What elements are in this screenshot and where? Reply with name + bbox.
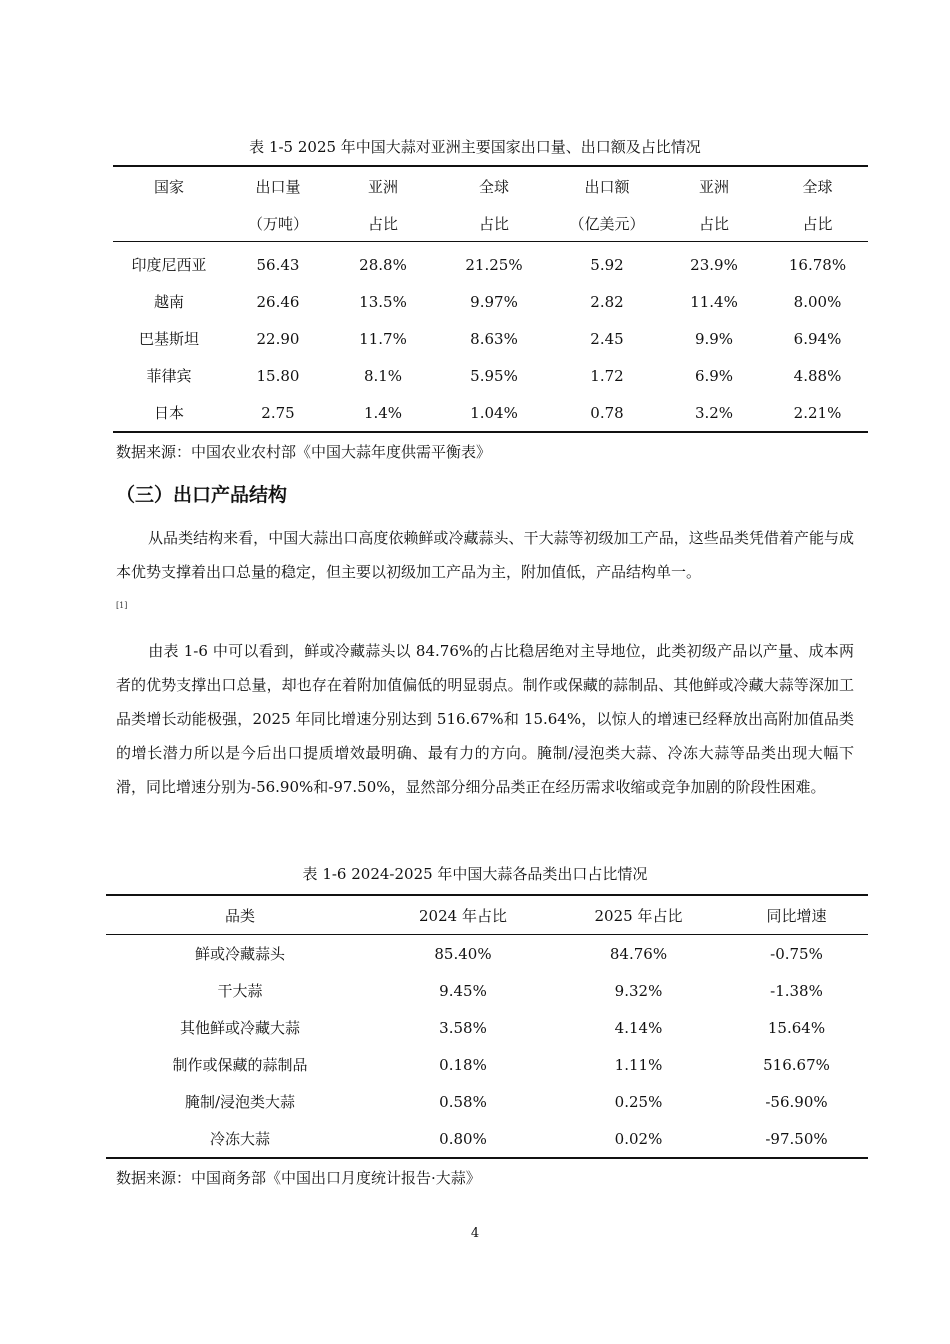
table-1-6-source: 数据来源：中国商务部《中国出口月度统计报告·大蒜》 — [116, 1169, 481, 1187]
table-row — [113, 357, 868, 394]
table-cell: 巴基斯坦 — [138, 330, 199, 348]
header-cell: 品类 — [106, 895, 374, 935]
header-cell — [113, 205, 225, 242]
table-cell: 1.04% — [470, 403, 518, 422]
table-cell: 8.1% — [363, 366, 403, 385]
table-row — [106, 1120, 868, 1158]
header-cell: 同比增速 — [725, 895, 868, 935]
table-cell: 21.25% — [465, 255, 523, 274]
page-number: 4 — [470, 1226, 480, 1241]
table-cell: 56.43 — [256, 255, 300, 274]
table-header-row — [113, 205, 868, 242]
table-cell: 0.80% — [439, 1129, 487, 1148]
table-cell: 4.14% — [614, 1018, 663, 1037]
table-row — [113, 242, 868, 284]
table-cell: 3.58% — [439, 1018, 487, 1037]
table-1-5-source: 数据来源：中国农业农村部《中国大蒜年度供需平衡表》 — [116, 443, 492, 461]
table-cell: -97.50% — [765, 1129, 828, 1148]
table-cell: 15.80 — [256, 366, 300, 385]
table-cell: 0.18% — [439, 1055, 487, 1074]
table-cell: 9.97% — [470, 292, 518, 311]
table-cell: 15.64% — [767, 1018, 826, 1037]
table-cell: 9.45% — [439, 981, 487, 1000]
table-cell: 22.90 — [256, 329, 300, 348]
table-cell: 日本 — [153, 404, 184, 422]
table-row — [106, 1009, 868, 1046]
table-1-5-caption: 表 1-5 2025 年中国大蒜对亚洲主要国家出口量、出口额及占比情况 — [249, 138, 701, 156]
table-header-row — [106, 895, 868, 935]
table-cell: 16.78% — [788, 255, 847, 274]
table-cell: 1.72 — [590, 366, 624, 385]
header-cell: 亚洲 — [698, 177, 729, 196]
table-cell: -0.75% — [770, 944, 823, 963]
table-cell: 6.94% — [793, 329, 842, 348]
table-cell: 0.25% — [614, 1092, 663, 1111]
paragraph-text: 从品类结构来看，中国大蒜出口高度依赖鲜或冷藏蒜头、干大蒜等初级加工产品，这些品类凭借着产能与成本优势支撑着出口总量的稳定，但主要以初级加工产品为主，附加值低，产品结构单一。 — [116, 529, 854, 581]
header-cell: 占比 — [331, 205, 435, 242]
table-cell: 2.45 — [590, 329, 624, 348]
table-cell: 2.75 — [261, 403, 295, 422]
paragraph-structure — [116, 521, 854, 589]
table-cell: 4.88% — [793, 366, 842, 385]
header-cell: 出口额 — [584, 177, 630, 196]
header-cell: 2024 年占比 — [374, 895, 552, 935]
table-cell: 其他鲜或冷藏大蒜 — [179, 1019, 300, 1037]
table-cell: 腌制/浸泡类大蒜 — [184, 1093, 296, 1111]
table-cell: 11.4% — [690, 292, 738, 311]
header-cell: 亚洲 — [367, 177, 398, 196]
table-cell: 0.02% — [614, 1129, 663, 1148]
table-row — [106, 1046, 868, 1083]
table-cell: 23.9% — [690, 255, 738, 274]
table-cell: 3.2% — [694, 403, 734, 422]
table-cell: 5.95% — [470, 366, 518, 385]
table-cell: 1.4% — [363, 403, 403, 422]
table-cell: 5.92 — [590, 255, 624, 274]
paragraph-text: 由表 1-6 中可以看到，鲜或冷藏蒜头以 84.76%的占比稳居绝对主导地位，此类初级产品以产量、成本两者的优势支撑出口总量，却也存在着附加值偏低的明显弱点。制作或保藏的蒜制品、其他鲜或冷藏大蒜等深加工品类增长动能极强，2025 年同比增速分别达到 516.67%和 15.64%，以惊人的增速已经释放出高附加值品类的增长潜力所以是今后出口提质增效最明确、最有力的方向。腌制/浸泡类大蒜、冷冻大蒜等品类出现大幅下滑，同比增速分别为-56.90%和-97.50%，显然部分细分品类正在经历需求收缩或竞争加剧的阶段性困难。 — [116, 642, 854, 796]
header-cell: 占比 — [661, 205, 767, 242]
table-cell: 28.8% — [359, 255, 407, 274]
paragraph-analysis — [116, 634, 854, 804]
header-cell: 2025 年占比 — [552, 895, 725, 935]
header-cell: 全球 — [478, 177, 509, 196]
table-cell: 0.58% — [439, 1092, 487, 1111]
header-cell: 占比 — [767, 205, 868, 242]
header-cell: （万吨） — [225, 205, 331, 242]
header-cell: 占比 — [435, 205, 553, 242]
table-cell: 11.7% — [359, 329, 407, 348]
table-cell: 冷冻大蒜 — [209, 1130, 270, 1148]
table-1-5 — [113, 165, 868, 433]
table-cell: 0.78 — [590, 403, 624, 422]
table-cell: 2.21% — [793, 403, 842, 422]
table-cell: 85.40% — [434, 944, 492, 963]
header-cell: 出口量 — [255, 177, 301, 196]
table-cell: -1.38% — [770, 981, 823, 1000]
table-cell: 9.32% — [614, 981, 663, 1000]
table-cell: 13.5% — [359, 292, 407, 311]
table-cell: 8.63% — [470, 329, 518, 348]
table-cell: 516.67% — [763, 1055, 830, 1074]
table-1-6 — [106, 894, 868, 1159]
table-header-row — [113, 166, 868, 205]
table-cell: -56.90% — [765, 1092, 828, 1111]
table-cell: 菲律宾 — [146, 367, 192, 385]
table-cell: 制作或保藏的蒜制品 — [172, 1056, 308, 1074]
table-cell: 6.9% — [694, 366, 734, 385]
table-cell: 印度尼西亚 — [131, 256, 207, 274]
table-cell: 9.9% — [694, 329, 734, 348]
table-cell: 干大蒜 — [217, 982, 263, 1000]
section-heading: （三）出口产品结构 — [116, 484, 288, 506]
table-cell: 鲜或冷藏蒜头 — [194, 945, 285, 963]
table-cell: 8.00% — [793, 292, 842, 311]
table-row — [113, 320, 868, 357]
table-row — [106, 972, 868, 1009]
citation-marker: [1] — [116, 601, 128, 610]
table-row — [113, 394, 868, 432]
table-1-6-caption: 表 1-6 2024-2025 年中国大蒜各品类出口占比情况 — [302, 865, 648, 883]
table-cell: 2.82 — [590, 292, 624, 311]
table-row — [106, 1083, 868, 1120]
header-cell: （亿美元） — [553, 205, 661, 242]
header-cell: 全球 — [802, 177, 833, 196]
table-cell: 1.11% — [614, 1055, 663, 1074]
header-cell: 国家 — [153, 177, 184, 196]
table-cell: 26.46 — [256, 292, 300, 311]
table-row — [106, 935, 868, 973]
table-cell: 越南 — [153, 293, 184, 311]
table-row — [113, 283, 868, 320]
table-cell: 84.76% — [609, 944, 668, 963]
